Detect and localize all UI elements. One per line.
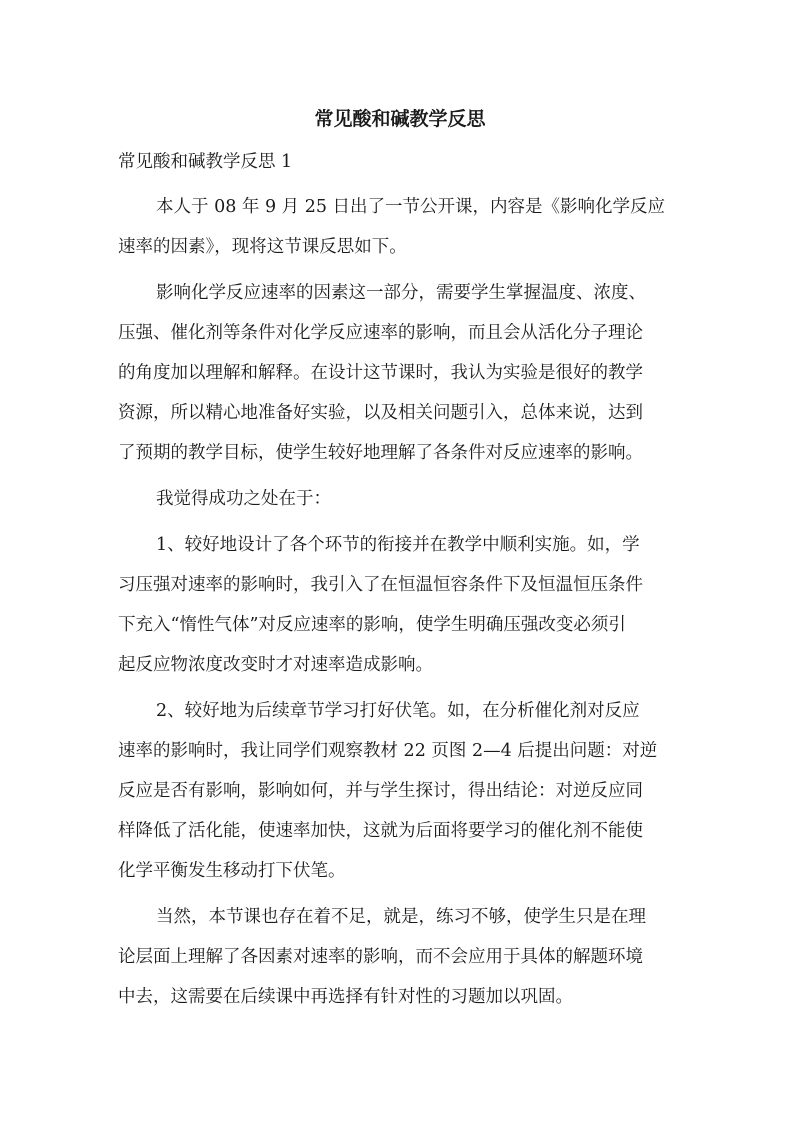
paragraph-1 — [118, 187, 718, 267]
paragraph-line: 影响化学反应速率的因素这一部分，需要学生掌握温度、浓度、 — [156, 283, 646, 303]
paragraph-line: 本人于 08 年 9 月 25 日出了一节公开课，内容是《影响化学反应 — [156, 197, 666, 217]
paragraph-line: 速率的影响时，我让同学们观察教材 22 页图 2—4 后提出问题：对逆 — [118, 741, 658, 761]
paragraph-line: 习压强对速率的影响时，我引入了在恒温恒容条件下及恒温恒压条件 — [118, 575, 643, 595]
paragraph-line: 了预期的教学目标，使学生较好地理解了各条件对反应速率的影响。 — [118, 443, 643, 463]
paragraph-5 — [118, 691, 718, 891]
paragraph-line: 起反应物浓度改变时才对速率造成影响。 — [118, 655, 433, 675]
paragraph-line: 速率的因素》，现将这节课反思如下。 — [118, 237, 407, 257]
paragraph-3 — [118, 479, 718, 519]
document-body — [118, 187, 718, 1023]
paragraph-line: 2、较好地为后续章节学习打好伏笔。如，在分析催化剂对反应 — [156, 701, 640, 721]
paragraph-4 — [118, 525, 718, 685]
paragraph-line: 的角度加以理解和解释。在设计这节课时，我认为实验是很好的教学 — [118, 363, 643, 383]
paragraph-line: 我觉得成功之处在于： — [156, 489, 331, 509]
paragraph-line: 下充入“惰性气体”对反应速率的影响，使学生明确压强改变必须引 — [118, 615, 626, 635]
paragraph-line: 当然，本节课也存在着不足，就是，练习不够，使学生只是在理 — [156, 907, 646, 927]
paragraph-line: 压强、催化剂等条件对化学反应速率的影响，而且会从活化分子理论 — [118, 323, 643, 343]
paragraph-line: 论层面上理解了各因素对速率的影响，而不会应用于具体的解题环境 — [118, 947, 643, 967]
document-title: 常见酸和碱教学反思 — [314, 108, 486, 130]
paragraph-line: 中去，这需要在后续课中再选择有针对性的习题加以巩固。 — [118, 987, 573, 1007]
paragraph-line: 化学平衡发生移动打下伏笔。 — [118, 861, 346, 881]
paragraph-line: 反应是否有影响，影响如何，并与学生探讨，得出结论：对逆反应同 — [118, 781, 643, 801]
document-subtitle: 常见酸和碱教学反思 1 — [118, 152, 293, 172]
paragraph-6 — [118, 897, 718, 1017]
paragraph-2 — [118, 273, 718, 473]
paragraph-line: 1、较好地设计了各个环节的衔接并在教学中顺利实施。如，学 — [156, 535, 640, 555]
paragraph-line: 资源，所以精心地准备好实验，以及相关问题引入，总体来说，达到 — [118, 403, 643, 423]
paragraph-line: 样降低了活化能，使速率加快，这就为后面将要学习的催化剂不能使 — [118, 821, 643, 841]
